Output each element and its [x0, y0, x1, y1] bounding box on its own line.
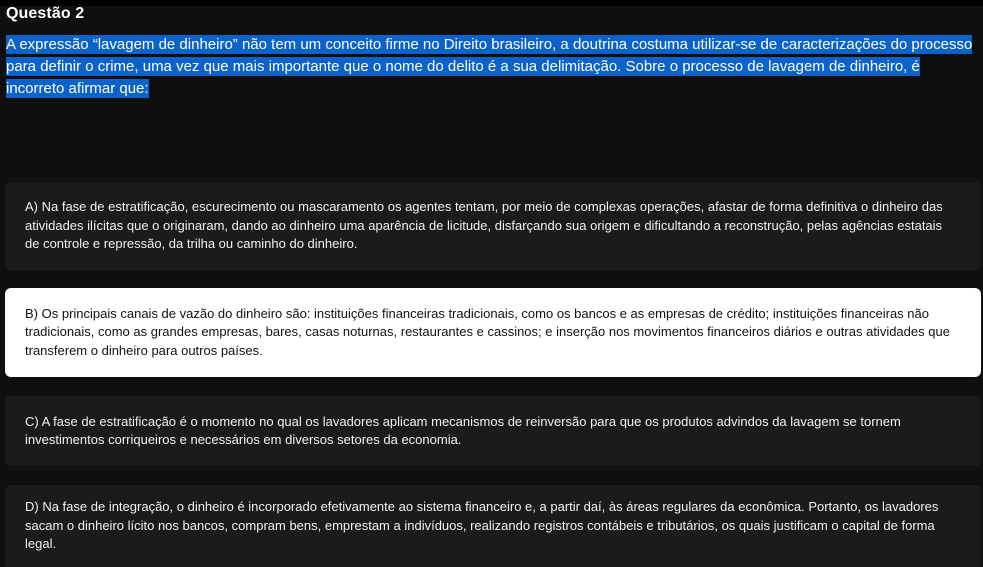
option-d-text: D) Na fase de integração, o dinheiro é incorporado efetivamente ao sistema financeiro e, a partir daí, às áreas regulares da econômica. Portanto, os lavadores sacam o dinheiro lícito nos bancos, compram bens, emprestam a indivíduos, realizando registros contábeis e tributários, os quais justificam o capital de forma legal.	[25, 499, 939, 552]
option-c[interactable]	[5, 396, 981, 466]
question-title: Questão 2	[6, 5, 85, 22]
option-a[interactable]	[5, 182, 981, 270]
question-statement	[6, 34, 974, 100]
statement-text-selection: A expressão “lavagem de dinheiro” não tem um conceito firme no Direito brasileiro, a doutrina costuma utilizar-se de caracterizações do processo para definir o crime, uma vez que mais importante que o nome do delito é a sua delimitação. Sobre o processo de lavagem de dinheiro, é incorreto afirmar que:	[6, 36, 973, 97]
top-bar	[0, 0, 983, 6]
option-d[interactable]	[5, 485, 981, 567]
option-a-text: A) Na fase de estratificação, escurecimento ou mascaramento os agentes tentam, por meio de complexas operações, afastar de forma definitiva o dinheiro das atividades ilícitas que o originaram, dando ao dinheiro uma aparência de licitude, disfarçando sua origem e dificultando a reconstrução, pelas agências estatais de controle e repressão, da trilha ou caminho do dinheiro.	[25, 199, 943, 252]
option-b[interactable]	[5, 288, 981, 377]
option-b-text: B) Os principais canais de vazão do dinheiro são: instituições financeiras tradicionais, como os bancos e as empresas de crédito; instituições financeiras não tradicionais, como as grandes empresas, bares, casas noturnas, restaurantes e cassinos; e inserção nos movimentos financeiros diários e outras atividades que transferem o dinheiro para outros países.	[25, 305, 950, 358]
option-c-text: C) A fase de estratificação é o momento no qual os lavadores aplicam mecanismos de reinversão para que os produtos advindos da lavagem se tornem investimentos corriqueiros e necessários em diversos setores da economia.	[25, 413, 901, 447]
